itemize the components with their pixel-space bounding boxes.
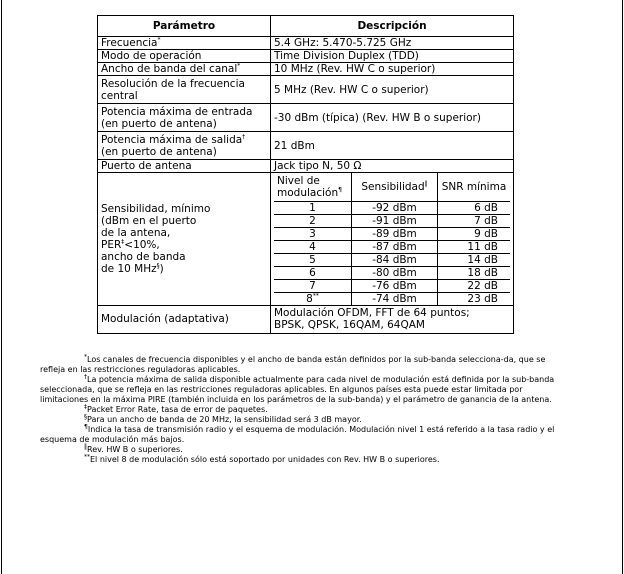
row-param: Ancho de banda del canal* [98, 63, 271, 76]
table-row [98, 37, 514, 50]
row-desc: Jack tipo N, 50 Ω [271, 160, 514, 173]
col-snr-header: SNR mínima [438, 173, 511, 201]
col-level-header: Nivel de modulación¶ [274, 173, 352, 201]
row-param: Resolución de la frecuencia central [98, 76, 271, 104]
sensitivity-data-row: 2 -91 dBm 7 dB [274, 214, 510, 227]
footnote-mark: † [242, 133, 246, 140]
table-row [98, 63, 514, 76]
sensitivity-row [98, 173, 514, 306]
table-row [98, 104, 514, 132]
sensitivity-cell [271, 173, 514, 306]
footnote: **El nivel 8 de modulación sólo está soportado por unidades con Rev. HW B o superiores. [84, 453, 440, 464]
header-param: Parámetro [98, 16, 271, 37]
row-desc: Modulación OFDM, FFT de 64 puntos; BPSK, QPSK, 16QAM, 64QAM [271, 305, 514, 333]
header-desc: Descripción [271, 16, 514, 37]
sensitivity-header-row [274, 173, 510, 201]
footnote-mark: * [237, 62, 241, 70]
modulation-row [98, 305, 514, 333]
footnote: ‡Packet Error Rate, tasa de error de paquetes. [84, 403, 268, 414]
footnote: †La potencia máxima de salida disponible actualmente para cada nivel de modulación está definida por la sub-banda seleccionada, que se refleja en las restricciones reguladoras aplicables. En algunos países esta puede estar limitada por limitaciones en la máxima PIRE (también incluida en los parámetros de la sub-banda) y el parámetro de ganancia de la antena. [40, 373, 555, 404]
row-param: Frecuencia* [98, 37, 271, 50]
table-row [98, 76, 514, 104]
row-param: Potencia máxima de salida† (en puerto de antena) [98, 132, 271, 160]
table-row [98, 50, 514, 63]
row-desc: Time Division Duplex (TDD) [271, 50, 514, 63]
row-desc: 10 MHz (Rev. HW C o superior) [271, 63, 514, 76]
row-param: Modo de operación [98, 50, 271, 63]
row-param: Potencia máxima de entrada (en puerto de antena) [98, 104, 271, 132]
table-row [98, 132, 514, 160]
row-desc: 5 MHz (Rev. HW C o superior) [271, 76, 514, 104]
row-desc: -30 dBm (típica) (Rev. HW B o superior) [271, 104, 514, 132]
sensitivity-data-row: 8** -74 dBm 23 dB [274, 292, 510, 305]
footnote: ‖Rev. HW B o superiores. [84, 443, 183, 454]
col-sens-header: Sensibilidad‖ [352, 173, 438, 201]
sensitivity-data-row: 7 -76 dBm 22 dB [274, 279, 510, 292]
row-desc: 21 dBm [271, 132, 514, 160]
sensitivity-data-row: 4 -87 dBm 11 dB [274, 240, 510, 253]
sensitivity-data-row: 3 -89 dBm 9 dB [274, 227, 510, 240]
row-param: Puerto de antena [98, 160, 271, 173]
sensitivity-data-row: 6 -80 dBm 18 dB [274, 266, 510, 279]
sensitivity-data-row: 5 -84 dBm 14 dB [274, 253, 510, 266]
footnotes [40, 355, 573, 465]
sensitivity-data-row: 1 -92 dBm 6 dB [274, 201, 510, 214]
sensitivity-label: Sensibilidad, mínimo (dBm en el puerto de la antena, PER‡<10%, ancho de banda de 10 MHz§) [98, 173, 271, 306]
page-border-left [1, 0, 2, 574]
row-desc: 5.4 GHz: 5.470-5.725 GHz [271, 37, 514, 50]
spec-table [97, 15, 514, 334]
table-row [98, 160, 514, 173]
sensitivity-table [274, 173, 510, 305]
footnote: *Los canales de frecuencia disponibles y el ancho de banda están definidos por la sub-banda selecciona-da, que se refleja en las restricciones reguladoras aplicables. [40, 353, 546, 374]
footnote: §Para un ancho de banda de 20 MHz, la sensibilidad será 3 dB mayor. [84, 413, 362, 424]
row-param: Modulación (adaptativa) [98, 305, 271, 333]
page-border-right [622, 0, 623, 574]
footnote-mark: * [157, 36, 161, 44]
footnote: ¶Indica la tasa de transmisión radio y el esquema de modulación. Modulación nivel 1 está referido a la tasa radio y el esquema de modulación más bajos. [40, 423, 555, 444]
table-header-row [98, 16, 514, 37]
